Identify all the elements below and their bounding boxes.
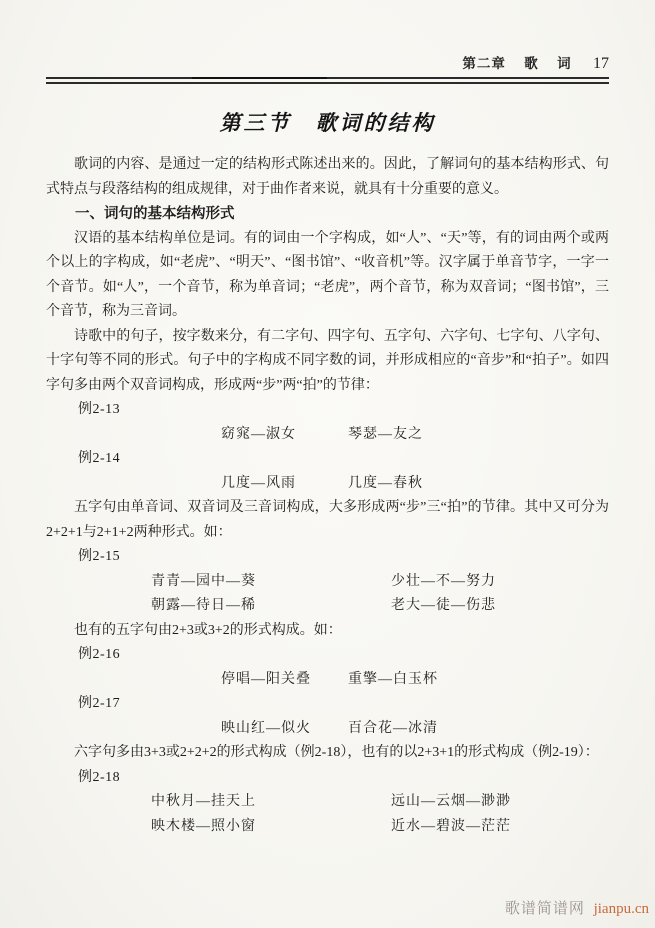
footer-site-url: jianpu.cn: [593, 901, 649, 917]
example-row: [46, 815, 609, 840]
page-header: [46, 0, 609, 73]
example-row: [46, 472, 609, 497]
paragraph-word-units: 汉语的基本结构单位是词。有的词由一个字构成，如“人”、“天”等，有的词由两个或两个以上的字构成，如“老虎”、“明天”、“图书馆”、“收音机”等。汉字属于单音节字，一字一个音节。如“人”，一个音节，称为单音词；“老虎”，两个音节，称为双音词；“图书馆”，三个音节，称为三音词。: [46, 230, 609, 319]
footer-watermark: [505, 897, 649, 918]
example-label: 例2-13: [78, 402, 121, 417]
example-item: 映山红—似火: [221, 720, 311, 736]
example-label: 例2-14: [78, 451, 121, 466]
section-title: 第三节 歌词的结构: [219, 111, 436, 135]
paragraph-five-char-alt: 也有的五字句由2+3或3+2的形式构成。如：: [74, 622, 342, 638]
header-divider-rule: [46, 77, 609, 84]
example-item: 少壮—不—努力: [391, 573, 496, 589]
example-row: [46, 668, 609, 693]
example-2-18: [46, 766, 609, 840]
header-subject: 歌 词: [524, 56, 579, 71]
example-item: 中秋月—挂天上: [151, 794, 256, 809]
example-item: 近水—碧波—茫茫: [391, 818, 511, 834]
example-item: 几度—风雨: [221, 475, 296, 491]
example-item: 青青—园中—葵: [151, 573, 256, 589]
example-item: 老大—徒—伤悲: [391, 598, 496, 613]
subsection-heading: 一、词句的基本结构形式: [75, 206, 235, 222]
paragraph-five-char: 五字句由单音词、双音词及三音词构成，大多形成两“步”三“拍”的节律。其中又可分为2+2+1与2+1+2两种形式。如：: [46, 500, 609, 540]
example-item: 重擎—白玉杯: [348, 671, 438, 687]
example-label: 例2-15: [78, 549, 121, 564]
example-2-14: [46, 447, 609, 496]
example-item: 几度—春秋: [348, 475, 423, 491]
example-label: 例2-17: [78, 696, 121, 711]
example-2-13: [46, 398, 609, 447]
paragraph-sentence-forms: 诗歌中的句子，按字数来分，有二字句、四字句、五字句、六字句、七字句、八字句、十字句等不同的形式。句子中的字构成不同字数的词，并形成相应的“音步”和“拍子”。如四字句多由两个双音词构成，形成两“步”两“拍”的节律：: [46, 328, 609, 393]
example-row: [46, 423, 609, 448]
header-page-number: 17: [593, 55, 609, 72]
example-label: 例2-18: [78, 769, 121, 785]
scan-smudge: [192, 77, 327, 79]
example-2-16: [46, 643, 609, 692]
example-row: [46, 570, 609, 595]
example-label: 例2-16: [78, 647, 121, 662]
page-body: [46, 153, 609, 839]
header-chapter: 第二章: [462, 56, 506, 71]
example-row: [46, 594, 609, 619]
example-2-17: [46, 692, 609, 741]
paragraph-intro: 歌词的内容、是通过一定的结构形式陈述出来的。因此，了解词句的基本结构形式、句式特点与段落结构的组成规律，对于曲作者来说，就具有十分重要的意义。: [46, 157, 609, 197]
paragraph-six-char: 六字句多由3+3或2+2+2的形式构成（例2-18），也有的以2+3+1的形式构成（例2-19）：: [74, 745, 599, 760]
example-item: 窈窕—淑女: [221, 426, 296, 442]
example-2-15: [46, 545, 609, 619]
example-item: 映木楼—照小窗: [151, 818, 256, 834]
example-item: 百合花—冰清: [348, 720, 438, 736]
example-item: 停唱—阳关叠: [221, 671, 311, 687]
example-row: [46, 717, 609, 742]
footer-site-name: 歌谱简谱网: [504, 901, 585, 917]
example-item: 朝露—待日—稀: [151, 598, 256, 613]
example-item: 琴瑟—友之: [348, 426, 423, 442]
example-item: 远山—云烟—渺渺: [391, 794, 511, 809]
example-row: [46, 790, 609, 815]
